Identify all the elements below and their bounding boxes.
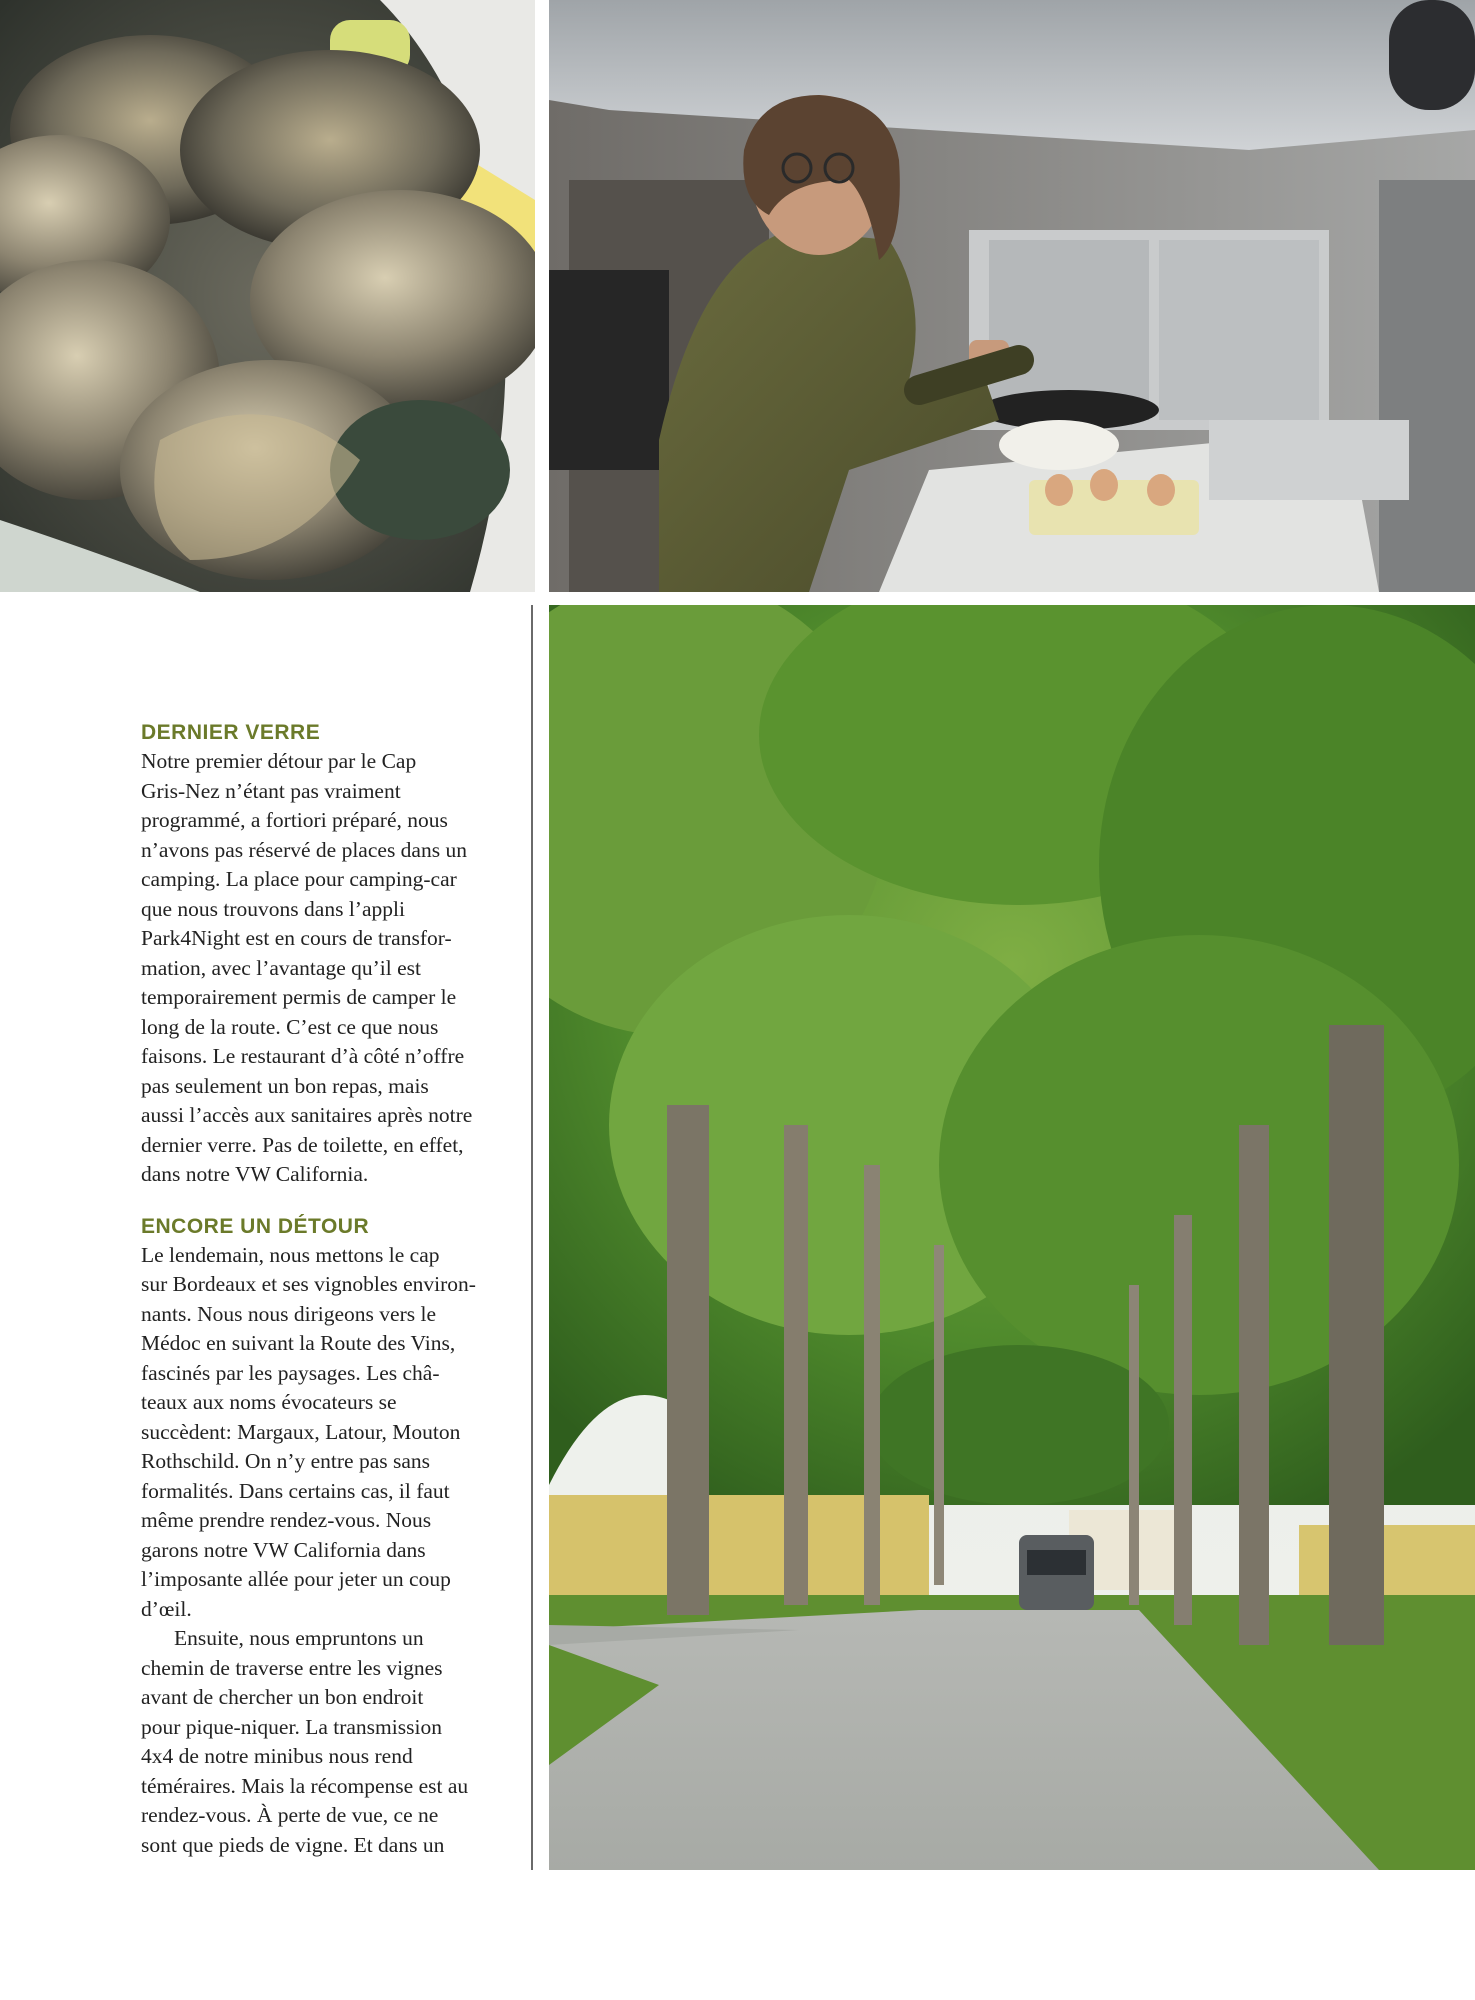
camper-kitchen-image: [549, 0, 1475, 592]
tree-alley-image: [549, 605, 1475, 1870]
section-heading-encore-un-detour: ENCORE UN DÉTOUR: [141, 1214, 370, 1238]
section-spacer: [141, 1190, 519, 1212]
section-heading-dernier-verre: DERNIER VERRE: [141, 721, 321, 744]
section-body-encore-un-detour: Le lendemain, nous mettons le cap sur Bordeaux et ses vignobles environ- nants. Nous nous dirigeons vers le Médoc en suivant la Route des Vins, fascinés par les paysages. Les châ- teaux aux noms évocateurs se succèdent: Margaux, Latour, Mouton Rothschild. On n’y entre pas sans formalités. Dans certains cas, il faut même prendre rendez-vous. Nous garons notre VW California dans l’imposante allée pour jeter un coup d’œil.: [141, 1242, 476, 1621]
camper-kitchen-photo: [549, 0, 1475, 592]
tree-alley-photo: [549, 605, 1475, 1870]
oysters-photo: [0, 0, 535, 592]
section-body-dernier-verre: Notre premier détour par le Cap Gris-Nez n’étant pas vraiment programmé, a fortiori préparé, nous n’avons pas réservé de places dans un camping. La place pour camping-car que nous trouvons dans l’appli Park4Night est en cours de transfor- mation, avec l’avantage qu’il est temporairement permis de camper le long de la route. C’est ce que nous faisons. Le restaurant d’à côté n’offre pas seulement un bon repas, mais aussi l’accès aux sanitaires après notre dernier verre. Pas de toilette, en effet, dans notre VW California.: [141, 749, 473, 1186]
oysters-image: [0, 0, 535, 592]
column-divider: [531, 605, 533, 1870]
article-column: [141, 718, 519, 1860]
section-body-encore-un-detour-continued: Ensuite, nous empruntons un chemin de traverse entre les vignes avant de chercher un bon endroit pour pique-niquer. La transmission 4x4 de notre minibus nous rend téméraires. Mais la récompense est au rendez-vous. À perte de vue, ce ne sont que pieds de vigne. Et dans un: [141, 1626, 469, 1857]
